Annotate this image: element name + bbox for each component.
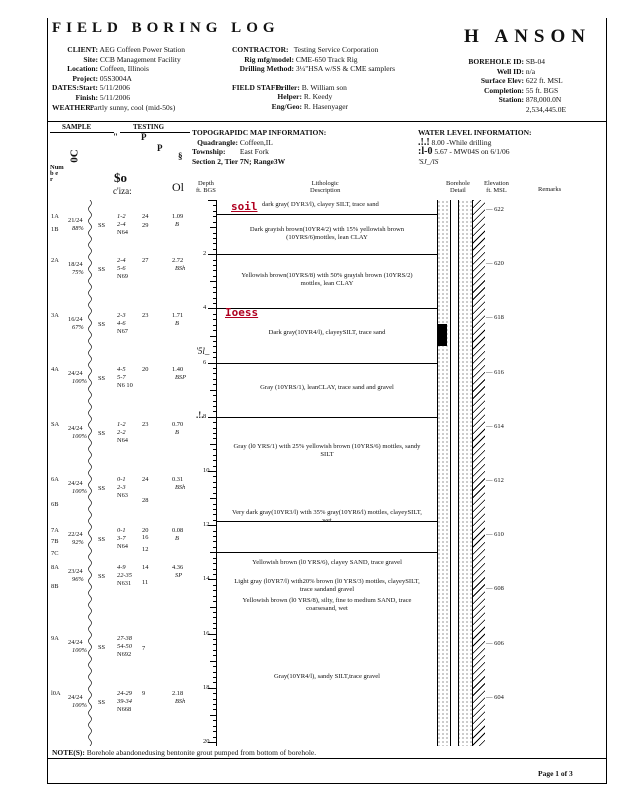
sample-id: 9A	[51, 635, 59, 643]
sample-moisture: 23	[142, 421, 149, 429]
sample-recovery: 23/24	[68, 567, 83, 575]
sample-recovery: 24/24	[68, 639, 83, 647]
sample-qu-type: BSh	[175, 697, 186, 705]
sample-qu: 0.31	[172, 475, 184, 483]
sample-qu: 2.72	[172, 257, 184, 265]
layer-boundary	[217, 363, 437, 364]
lithology-description: dark gray( DYR3/l), clayey SILT, trace sand	[262, 200, 379, 208]
sample-id: 6B	[51, 501, 59, 509]
lithology-description: Light gray (l0YR7/l) with20% brown (l0 YRS/3) mottles, clayeySILT, trace sandand gravel	[234, 578, 420, 594]
sample-type: SS	[98, 374, 106, 382]
sample-blows: 2-3	[117, 311, 126, 319]
sample-id: 8B	[51, 582, 59, 590]
depth-tick	[210, 336, 216, 337]
depth-tick	[213, 704, 216, 705]
col-depth: Depth ft. BGS	[196, 180, 216, 194]
col-recovery-frag: 0C	[68, 149, 81, 163]
sample-id: 3A	[51, 311, 59, 319]
col-ol: Ol	[172, 180, 184, 194]
sample-blows2: 2-4	[117, 220, 126, 228]
depth-tick	[210, 552, 216, 553]
sample-recovery-pct: 75%	[72, 269, 84, 277]
depth-tick	[213, 585, 216, 586]
depth-tick	[213, 422, 216, 423]
depth-tick	[213, 520, 216, 521]
elevation-label: — 610	[486, 531, 504, 539]
sample-recovery-pct: 100%	[72, 487, 87, 495]
depth-axis	[216, 200, 217, 746]
sample-n-value: N63	[117, 491, 129, 499]
sample-qu: 0.08	[172, 527, 184, 535]
depth-tick	[213, 487, 216, 488]
depth-tick	[213, 655, 216, 656]
depth-tick	[210, 444, 216, 445]
elevation-hatch	[473, 200, 485, 746]
depth-tick	[213, 411, 216, 412]
sample-blows: 1-2	[117, 212, 126, 220]
depth-label: 12	[203, 521, 210, 529]
sample-id: 8A	[51, 563, 59, 571]
sample-qu-type: B	[175, 220, 179, 228]
depth-tick	[213, 720, 216, 721]
sample-n-value: N668	[117, 705, 132, 713]
depth-tick	[213, 460, 216, 461]
sample-recovery-pct: 96%	[72, 575, 84, 583]
notes: NOTE(S): Borehole abandonedusing bentonite grout pumped from bottom of borehole.	[52, 748, 317, 757]
brand-logo: H ANSON	[464, 26, 591, 47]
sample-n-value: N631	[117, 579, 132, 587]
depth-tick	[213, 509, 216, 510]
sample-blows2: 3-7	[117, 535, 126, 543]
lithology-description: Very dark gray(10YR3/l) with 35% gray(10YR6/l) mottles, clayeySILT, wet	[232, 508, 422, 524]
depth-tick	[208, 200, 216, 201]
depth-tick	[213, 357, 216, 358]
lithology-description: Gray (10YRS/1), leanCLAY, trace sand and gravel	[260, 384, 394, 392]
depth-label: 2	[203, 250, 207, 258]
sample-type: SS	[98, 266, 106, 274]
depth-tick	[208, 417, 216, 418]
header-right: BOREHOLE ID: SB-04 Well ID: n/a Surface Elev: 622 ft. MSL Completion: 55 ft. BGS Station: 878,000.0N 2,534,445.0E	[468, 57, 567, 114]
col-so: $o	[114, 170, 127, 185]
sample-type: SS	[98, 320, 106, 328]
sample-blows2: 54-50	[117, 643, 132, 651]
depth-tick	[213, 222, 216, 223]
sample-qu: 0.70	[172, 421, 184, 429]
sample-id: 7A	[51, 527, 59, 535]
depth-tick	[213, 395, 216, 396]
depth-tick	[210, 227, 216, 228]
water-level-info: WATER LEVEL INFORMATION: .!.! 8.00 -While drilling :l-0 5.67 - MW04S on 6/1/06 'SJ_/lS	[418, 128, 532, 166]
depth-tick	[213, 541, 216, 542]
depth-tick	[213, 325, 216, 326]
sample-id: 7C	[51, 550, 59, 558]
elevation-label: — 622	[486, 206, 504, 213]
elevation-label: — 608	[486, 585, 504, 593]
page-number: Page 1 of 3	[538, 769, 573, 778]
frame-bottom	[47, 783, 607, 784]
depth-tick	[213, 644, 216, 645]
sample-recovery: 22/24	[68, 531, 83, 539]
header-middle: CONTRACTOR: Testing Service Corporation Rig mfg/model: CME-650 Track Rig Drilling Method: 3¼"HSA w/SS & CME samplers FIELD STAFF: Driller: B. William son Helper: R. Keedy Eng/Geo: R. Hasenyager	[232, 45, 395, 111]
lithology-description: Yellowish brown (l0 YRS/6), clayey SAND, trace gravel	[252, 559, 402, 567]
depth-tick	[213, 438, 216, 439]
depth-tick	[213, 693, 216, 694]
depth-tick	[213, 612, 216, 613]
frame-left	[47, 18, 48, 783]
depth-tick	[213, 639, 216, 640]
depth-tick	[213, 233, 216, 234]
depth-tick	[213, 406, 216, 407]
depth-label: 6	[203, 358, 207, 366]
sample-recovery: 16/24	[68, 315, 83, 323]
sample-blows2: 2-2	[117, 429, 126, 437]
col-number: Num b e r	[50, 164, 64, 183]
depth-tick	[213, 384, 216, 385]
sample-id: SA	[51, 421, 60, 429]
depth-tick	[213, 558, 216, 559]
sample-recovery: 18/24	[68, 261, 83, 269]
sample-n-value: N67	[117, 327, 129, 335]
sample-blows2: 2-3	[117, 483, 126, 491]
sample-qu: 1.71	[172, 311, 184, 319]
depth-tick	[213, 547, 216, 548]
sample-moisture: 20	[142, 527, 149, 535]
depth-tick	[213, 352, 216, 353]
depth-tick	[213, 466, 216, 467]
depth-tick	[213, 260, 216, 261]
depth-tick	[213, 672, 216, 673]
sample-recovery-pct: 100%	[72, 647, 87, 655]
testing-underline	[120, 132, 190, 133]
layer-boundary	[217, 214, 437, 215]
depth-tick	[213, 270, 216, 271]
sample-type: SS	[98, 430, 106, 438]
elevation-label: — 616	[486, 368, 504, 376]
sample-blows: 0-1	[117, 527, 126, 535]
depth-tick	[210, 661, 216, 662]
sample-id: 7B	[51, 537, 59, 545]
sample-recovery-pct: 100%	[72, 433, 87, 441]
sample-n-value: N64	[117, 228, 129, 236]
sample-blows: 0-1	[117, 475, 126, 483]
sample-moisture: 20	[142, 365, 149, 373]
depth-tick	[213, 737, 216, 738]
depth-tick	[213, 569, 216, 570]
sample-recovery: 24/24	[68, 425, 83, 433]
depth-tick	[213, 482, 216, 483]
sample-heading: SAMPLE	[62, 123, 92, 131]
sample-id: 4A	[51, 365, 59, 373]
water-mark: .!.	[196, 410, 204, 420]
depth-tick	[213, 682, 216, 683]
depth-tick	[213, 287, 216, 288]
depth-tick	[208, 363, 216, 364]
header-left: CLIENT: AEG Coffeen Power Station Site: CCB Management Facility Location: Coffeen, Illinois Project: 05S3004A DATES: Start: 5/11/2006 Finish: 5/11/2006 WEATHER: Partly sunny, cool (mid-50s)	[52, 45, 185, 112]
sample-type: SS	[98, 572, 106, 580]
depth-tick	[213, 699, 216, 700]
depth-tick	[213, 476, 216, 477]
depth-tick	[213, 211, 216, 212]
sample-moisture: 29	[142, 222, 149, 230]
sample-blows2: 5-7	[117, 373, 126, 381]
depth-tick	[213, 373, 216, 374]
testing-heading: TESTING	[133, 123, 165, 131]
depth-tick	[213, 709, 216, 710]
depth-tick	[213, 368, 216, 369]
depth-tick	[213, 493, 216, 494]
sample-qu-type: B	[175, 535, 179, 543]
depth-tick	[213, 433, 216, 434]
sample-type: SS	[98, 484, 106, 492]
elevation-label: — 614	[486, 422, 504, 430]
depth-tick	[208, 254, 216, 255]
depth-tick	[213, 677, 216, 678]
sample-qu-type: BSh	[175, 483, 186, 491]
sample-qu: 1.40	[172, 365, 184, 373]
notes-divider	[47, 758, 607, 759]
sample-blows2: 5-6	[117, 265, 126, 273]
layer-boundary	[217, 254, 437, 255]
sample-blows2: 22-35	[117, 571, 132, 579]
depth-tick	[213, 265, 216, 266]
sample-n-value: N64	[117, 543, 129, 551]
depth-tick	[213, 319, 216, 320]
depth-tick	[213, 346, 216, 347]
sample-type: SS	[98, 698, 106, 706]
depth-tick	[210, 607, 216, 608]
sample-moisture: 11	[142, 578, 149, 586]
sample-id: 2A	[51, 257, 59, 265]
sample-underline	[50, 132, 114, 133]
sample-recovery-pct: 92%	[72, 539, 84, 547]
sl-mark: '5l_	[196, 346, 210, 356]
depth-label: 18	[203, 683, 210, 691]
sample-moisture: 24	[142, 475, 149, 483]
depth-tick	[213, 650, 216, 651]
sample-qu-type: BSP	[175, 373, 187, 381]
depth-tick	[213, 623, 216, 624]
sample-moisture: 27	[142, 257, 149, 265]
depth-tick	[213, 238, 216, 239]
lithology-description: Dark gray(10YR4/l), clayeySILT, trace sand	[268, 328, 386, 336]
sample-moisture: 23	[142, 311, 149, 319]
sample-blows: 24-29	[117, 689, 132, 697]
depth-tick	[213, 731, 216, 732]
sample-n-value: N6 10	[117, 381, 133, 389]
depth-tick	[213, 504, 216, 505]
depth-tick	[213, 536, 216, 537]
depth-tick	[213, 330, 216, 331]
sample-qu: 2.18	[172, 689, 184, 697]
soil-stamp: soil	[231, 200, 258, 213]
depth-tick	[213, 449, 216, 450]
lithology-description: Dark grayish brown(10YR4/2) with 15% yellowish brown (10YRS/6)mottles, lean CLAY	[249, 225, 405, 241]
sample-type: SS	[98, 536, 106, 544]
sample-blows2: 39-34	[117, 697, 132, 705]
sample-recovery: 24/24	[68, 479, 83, 487]
depth-tick	[213, 563, 216, 564]
depth-tick	[213, 379, 216, 380]
sample-type: SS	[98, 221, 106, 229]
elevation-label: — 618	[486, 314, 504, 322]
col-elevation: Elevation ft. MSL	[484, 180, 509, 194]
col-remarks: Remarks	[538, 186, 562, 193]
depth-tick	[213, 574, 216, 575]
depth-tick	[213, 455, 216, 456]
elevation-label: — 604	[486, 693, 504, 701]
sample-qu: 4.36	[172, 563, 184, 571]
sample-id: 1B	[51, 226, 59, 234]
depth-label: 8	[203, 412, 207, 420]
depth-tick	[213, 617, 216, 618]
depth-tick	[213, 514, 216, 515]
sample-qu-type: BSh	[175, 265, 186, 273]
sample-qu: 1.09	[172, 212, 184, 220]
sample-recovery: 24/24	[68, 693, 83, 701]
lithology-description: Yellowish brown (l0 YRS/8), silty, fine to medium SAND, trace coarsesand, wet	[242, 597, 412, 612]
sample-recovery: 24/24	[68, 369, 83, 377]
sample-recovery-pct: 100%	[72, 377, 87, 385]
sample-qu-type: B	[175, 319, 179, 327]
loess-stamp: Ioess	[225, 306, 259, 319]
sample-qu-type: B	[175, 429, 179, 437]
grout-marker	[437, 324, 447, 346]
layer-boundary	[217, 417, 437, 418]
sample-type: SS	[98, 644, 106, 652]
depth-label: 4	[203, 304, 207, 312]
sample-n-value: N692	[117, 651, 132, 659]
depth-tick	[210, 390, 216, 391]
depth-tick	[213, 401, 216, 402]
sample-moisture: 16	[142, 533, 149, 541]
depth-tick	[210, 498, 216, 499]
depth-tick	[213, 298, 216, 299]
sample-blows: 1-2	[117, 421, 126, 429]
col-borehole: Borehole Detail	[446, 180, 470, 194]
col-testing-frag4: §	[178, 151, 183, 161]
depth-tick	[213, 243, 216, 244]
lithology-description: Gray (l0 YRS/1) with 25% yellowish brown (10YRS/6) mottles, sandy SILT	[233, 442, 421, 458]
sample-qu-type: SP	[175, 571, 183, 579]
sample-moisture: 28	[142, 497, 149, 505]
sample-moisture: 12	[142, 546, 149, 554]
depth-tick	[213, 276, 216, 277]
topo-info: TOPOGRAPIDC MAP INFORMATION: Quadrangle: Coffeen,IL Township: East Fork Section 2, Tier 7N; Range3W	[192, 128, 327, 166]
depth-tick	[210, 715, 216, 716]
sample-blows2: 4-6	[117, 319, 126, 327]
sample-recovery: 21/24	[68, 216, 83, 224]
lithology-description: Gray(10YR4/l), sandy SILT,trace gravel	[273, 672, 381, 680]
depth-tick	[213, 341, 216, 342]
layer-boundary	[217, 552, 437, 553]
depth-label: 20	[203, 738, 210, 745]
depth-tick	[213, 531, 216, 532]
sample-n-value: N64	[117, 437, 129, 445]
col-testing-frag3: P	[157, 143, 163, 153]
depth-tick	[213, 314, 216, 315]
depth-label: 16	[203, 629, 210, 637]
elevation-label: — 612	[486, 477, 504, 484]
sample-blows: 27-38	[117, 635, 132, 643]
sample-n-value: N69	[117, 273, 129, 281]
depth-tick	[213, 249, 216, 250]
elevation-label: — 606	[486, 639, 504, 647]
frame-right	[606, 18, 607, 783]
sample-blows: 4-5	[117, 365, 126, 373]
depth-tick	[213, 596, 216, 597]
depth-label: 14	[203, 575, 210, 583]
elevation-label: — 620	[486, 260, 504, 268]
sample-moisture: 14	[142, 563, 149, 571]
log-title: FIELD BORING LOG	[52, 20, 280, 36]
sample-blows: 4-9	[117, 563, 126, 571]
col-testing-frag1: "	[113, 132, 118, 142]
depth-tick	[213, 726, 216, 727]
sample-id: l0A	[51, 689, 61, 697]
depth-tick	[213, 428, 216, 429]
lithology-description: Yellowish brown(10YRS/8) with 50% grayish brown (10YRS/2) mottles, lean CLAY	[241, 271, 413, 287]
sample-recovery-pct: 88%	[72, 224, 84, 232]
depth-tick	[208, 308, 216, 309]
sample-recovery-pct: 100%	[72, 701, 87, 709]
sample-moisture: 9	[142, 689, 146, 697]
depth-tick	[213, 590, 216, 591]
col-ciza: c'iza:	[113, 186, 132, 196]
depth-tick	[213, 628, 216, 629]
sample-recovery-pct: 67%	[72, 323, 84, 331]
depth-tick	[210, 281, 216, 282]
depth-tick	[213, 666, 216, 667]
depth-tick	[213, 292, 216, 293]
sample-wavy-line	[86, 200, 94, 746]
depth-tick	[213, 205, 216, 206]
sample-id: 1A	[51, 212, 59, 220]
depth-tick	[213, 216, 216, 217]
sample-moisture: 24	[142, 212, 149, 220]
sample-blows: 2-4	[117, 257, 126, 265]
depth-label: 10	[203, 467, 210, 474]
header-divider	[47, 121, 607, 122]
sample-id: 6A	[51, 475, 59, 483]
sample-moisture: 7	[142, 645, 146, 653]
col-testing-frag2: P	[141, 132, 147, 142]
depth-tick	[213, 303, 216, 304]
col-lithology: Lithologic Description	[310, 180, 341, 194]
depth-tick	[213, 601, 216, 602]
borehole-detail	[437, 200, 472, 746]
